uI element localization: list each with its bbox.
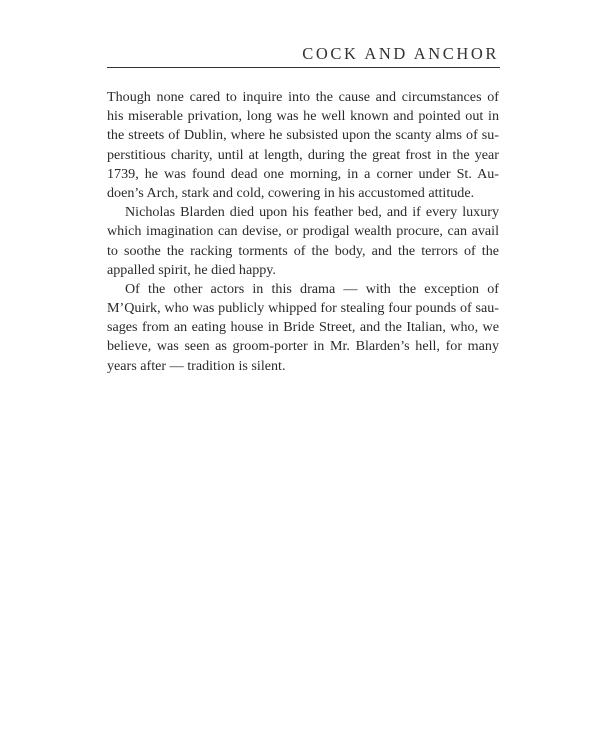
running-head: COCK AND ANCHOR bbox=[302, 44, 499, 63]
paragraph bbox=[107, 203, 499, 280]
text-line: doen’s Arch, stark and cold, cowering in his accustomed attitude. bbox=[107, 184, 475, 201]
text-line: Though none cared to inquire into the cause and circumstances of bbox=[107, 89, 499, 105]
text-line: believe, was seen as groom-porter in Mr. Blarden’s hell, for many bbox=[107, 338, 499, 355]
paragraph bbox=[107, 280, 499, 376]
body-text bbox=[107, 88, 499, 376]
text-line: years after — tradition is silent. bbox=[107, 357, 286, 374]
text-line: the streets of Dublin, where he subsisted upon the scanty alms of su- bbox=[107, 127, 499, 144]
text-line: to soothe the racking torments of the body, and the terrors of the bbox=[107, 242, 499, 259]
text-line: M’Quirk, who was publicly whipped for stealing four pounds of sau- bbox=[107, 300, 499, 317]
text-line: 1739, he was found dead one morning, in a corner under St. Au- bbox=[107, 165, 499, 182]
text-line: appalled spirit, he died happy. bbox=[107, 261, 276, 278]
paragraph bbox=[107, 88, 499, 203]
text-line: which imagination can devise, or prodigal wealth procure, can avail bbox=[107, 223, 499, 240]
text-line: Nicholas Blarden died upon his feather bed, and if every luxury bbox=[125, 204, 499, 221]
text-line: sages from an eating house in Bride Street, and the Italian, who, we bbox=[107, 319, 499, 336]
header-rule bbox=[107, 67, 500, 68]
text-line: perstitious charity, until at length, during the great frost in the year bbox=[107, 146, 499, 163]
text-line: Of the other actors in this drama — with the exception of bbox=[125, 280, 499, 297]
text-line: his miserable privation, long was he well known and pointed out in bbox=[107, 108, 499, 125]
